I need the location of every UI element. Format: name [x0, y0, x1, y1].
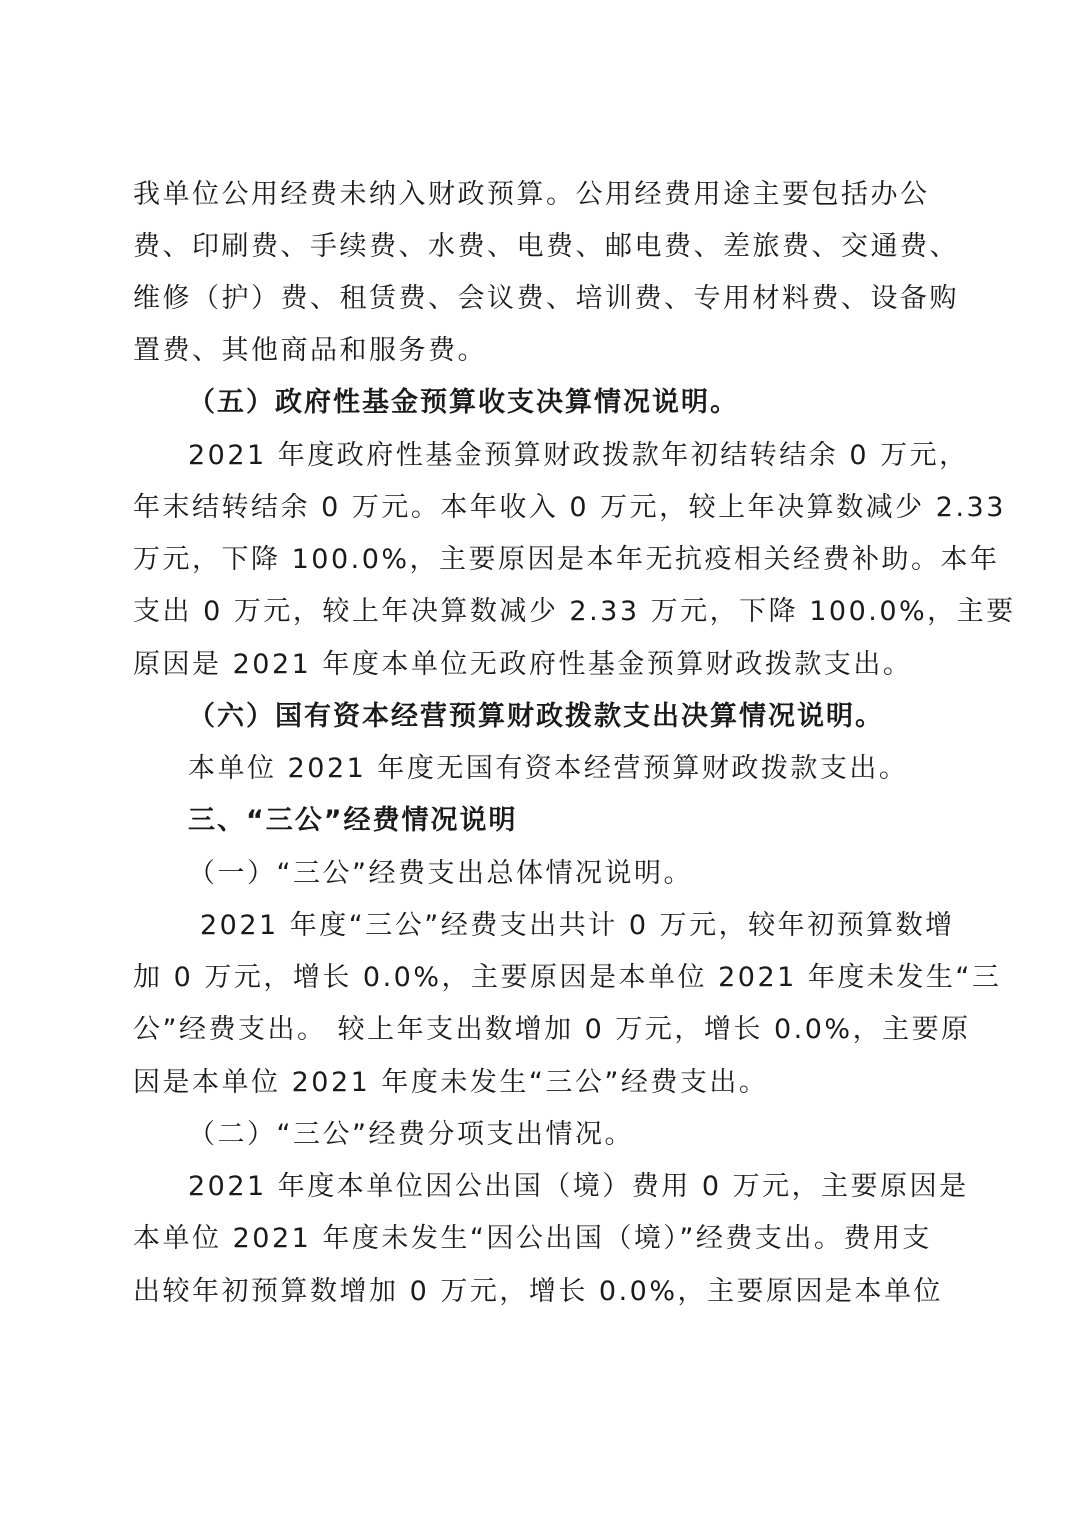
subsection-heading-2: （二）“三公”经费分项支出情况。 [188, 1119, 634, 1150]
paragraph-line: 加 0 万元，增长 0.0%，主要原因是本单位 2021 年度未发生“三 [133, 962, 1002, 993]
paragraph-line: 2021 年度政府性基金预算财政拨款年初结转结余 0 万元， [188, 440, 969, 471]
paragraph-line: 因是本单位 2021 年度未发生“三公”经费支出。 [133, 1067, 769, 1098]
section-heading-5: （五）政府性基金预算收支决算情况说明。 [188, 387, 739, 418]
chapter-heading-3: 三、“三公”经费情况说明 [188, 805, 518, 836]
paragraph-line: 2021 年度本单位因公出国（境）费用 0 万元，主要原因是 [188, 1171, 969, 1202]
paragraph-line: 公”经费支出。 较上年支出数增加 0 万元，增长 0.0%，主要原 [133, 1014, 971, 1045]
paragraph-line: 出较年初预算数增加 0 万元，增长 0.0%，主要原因是本单位 [133, 1276, 944, 1307]
paragraph-line: 万元，下降 100.0%，主要原因是本年无抗疫相关经费补助。本年 [133, 544, 1000, 575]
subsection-heading-1: （一）“三公”经费支出总体情况说明。 [188, 858, 693, 889]
paragraph-line: 本单位 2021 年度无国有资本经营预算财政拨款支出。 [188, 753, 909, 784]
paragraph-line: 支出 0 万元，较上年决算数减少 2.33 万元，下降 100.0%，主要 [133, 596, 1016, 627]
paragraph-line: 费、印刷费、手续费、水费、电费、邮电费、差旅费、交通费、 [133, 231, 959, 262]
paragraph-line: 我单位公用经费未纳入财政预算。公用经费用途主要包括办公 [133, 179, 930, 210]
paragraph-line: 置费、其他商品和服务费。 [133, 335, 487, 366]
paragraph-line: 年末结转结余 0 万元。本年收入 0 万元，较上年决算数减少 2.33 [133, 492, 1006, 523]
paragraph-line: 本单位 2021 年度未发生“因公出国（境）”经费支出。费用支 [133, 1223, 932, 1254]
section-heading-6: （六）国有资本经营预算财政拨款支出决算情况说明。 [188, 701, 884, 732]
paragraph-line: 维修（护）费、租赁费、会议费、培训费、专用材料费、设备购 [133, 283, 959, 314]
paragraph-line: 原因是 2021 年度本单位无政府性基金预算财政拨款支出。 [133, 649, 913, 680]
paragraph-line: 2021 年度“三公”经费支出共计 0 万元，较年初预算数增 [200, 910, 955, 941]
